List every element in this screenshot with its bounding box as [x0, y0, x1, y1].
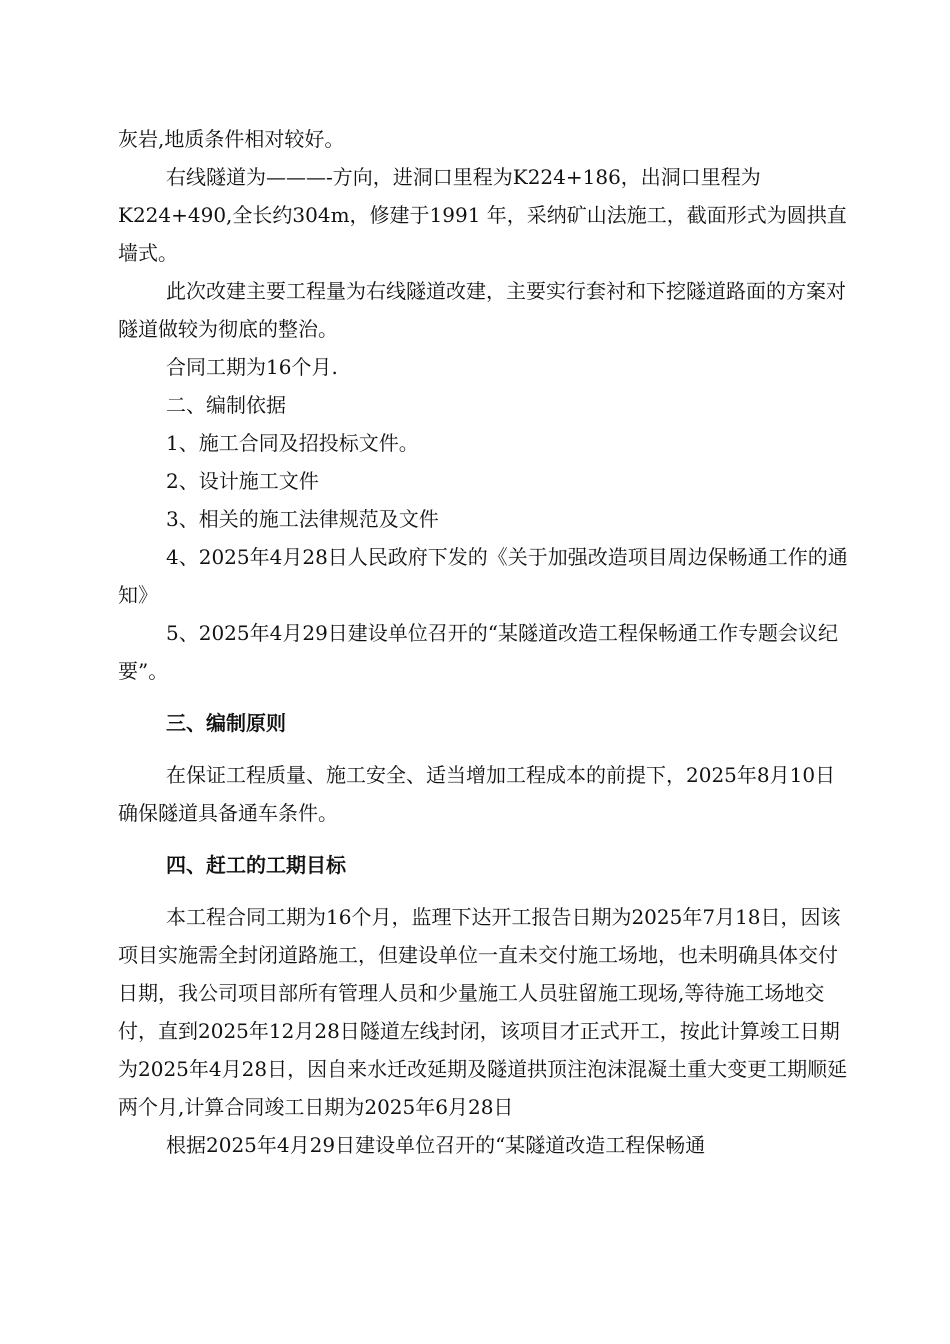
document-body — [118, 120, 848, 1164]
basis-item-1: 1、施工合同及招投标文件。 — [166, 431, 419, 455]
paragraph-right-tunnel: 右线隧道为———-方向，进洞口里程为K224+186，出洞口里程为K224+490,全长约304m，修建于1991 年，采纳矿山法施工，截面形式为圆拱直墙式。 — [118, 165, 847, 265]
section-heading-schedule-goal: 四、赶工的工期目标 — [166, 853, 346, 877]
basis-item-4: 4、2025年4月28日人民政府下发的《关于加强改造项目周边保畅通工作的通知》 — [118, 545, 848, 607]
section-heading-principles: 三、编制原则 — [166, 711, 286, 735]
paragraph-geology: 灰岩,地质条件相对较好。 — [118, 127, 345, 151]
basis-item-3: 3、相关的施工法律规范及文件 — [166, 507, 439, 531]
paragraph-meeting-basis: 根据2025年4月29日建设单位召开的“某隧道改造工程保畅通 — [166, 1133, 706, 1157]
paragraph-principles: 在保证工程质量、施工安全、适当增加工程成本的前提下，2025年8月10日确保隧道具备通车条件。 — [118, 763, 836, 825]
paragraph-schedule-details: 本工程合同工期为16个月，监理下达开工报告日期为2025年7月18日，因该项目实施需全封闭道路施工，但建设单位一直未交付施工场地，也未明确具体交付日期，我公司项目部所有管理人员和少量施工人员驻留施工现场,等待施工场地交付，直到2025年12月28日隧道左线封闭，该项目才正式开工，按此计算竣工日期为2025年4月28日，因自来水迁改延期及隧道拱顶注泡沫混凝土重大变更工期顺延两个月,计算合同竣工日期为2025年6月28日 — [118, 905, 848, 1119]
basis-item-5: 5、2025年4月29日建设单位召开的“某隧道改造工程保畅通工作专题会议纪要”。 — [118, 621, 839, 683]
paragraph-reconstruction-scope: 此次改建主要工程量为右线隧道改建，主要实行套衬和下挖隧道路面的方案对隧道做较为彻底的整治。 — [118, 279, 846, 341]
basis-item-2: 2、设计施工文件 — [166, 469, 319, 493]
paragraph-contract-period: 合同工期为16个月. — [166, 355, 338, 379]
section-heading-basis: 二、编制依据 — [166, 393, 286, 417]
